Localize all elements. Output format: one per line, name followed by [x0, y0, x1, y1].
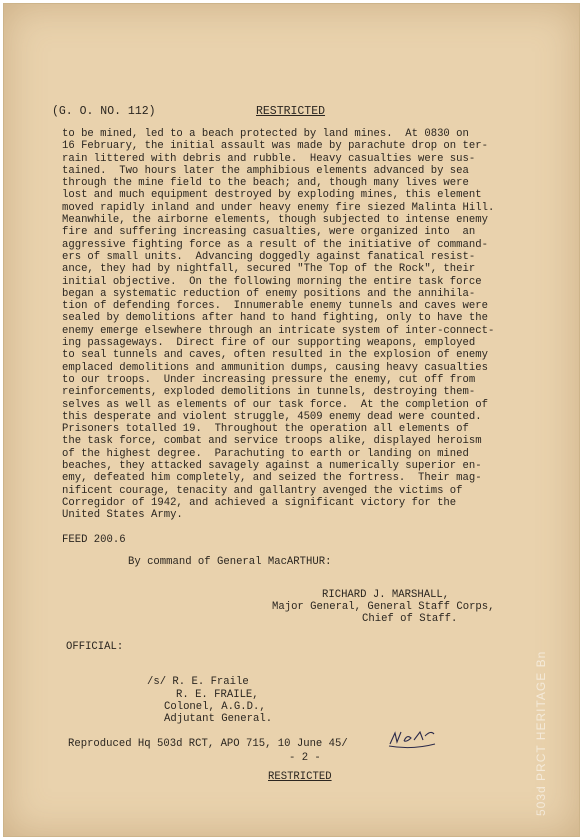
official-name: R. E. FRAILE,	[176, 689, 259, 701]
body-line: sealed by demolitions after hand to hand fighting, only to have the	[62, 312, 488, 325]
body-line: ing passageways. Direct fire of our supporting weapons, employed	[62, 337, 476, 350]
body-line: of the highest degree. Parachuting to earth or landing on mined	[62, 447, 469, 460]
signed-line: /s/ R. E. Fraile	[147, 676, 249, 688]
signatory-name: RICHARD J. MARSHALL,	[322, 589, 450, 601]
body-line: selves as well as elements of our task force. At the completion of	[62, 398, 488, 411]
body-line: moved rapidly inland and under heavy enemy fire siezed Malinta Hill.	[62, 201, 495, 214]
body-line: United States Army.	[62, 509, 183, 522]
body-line: fire and suffering increasing casualties, were organized into an	[62, 226, 476, 239]
document-page	[3, 3, 580, 837]
body-line: through the mine field to the beach; and, though many lives were	[62, 177, 469, 190]
official-rank: Colonel, A.G.D.,	[164, 701, 266, 713]
body-line: Prisoners totalled 19. Throughout the operation all elements of	[62, 423, 469, 436]
order-number: (G. O. NO. 112)	[52, 105, 156, 118]
body-line: Meanwhile, the airborne elements, though subjected to intense enemy	[62, 214, 488, 227]
body-line: aggressive fighting force as a result of the initiative of command-	[62, 238, 488, 251]
body-line: lost and much equipment destroyed by exploding mines, this element	[62, 189, 482, 202]
body-line: rain littered with debris and rubble. Heavy casualties were sus-	[62, 152, 476, 165]
body-line: emy, defeated him completely, and seized the fortress. Their mag-	[62, 472, 482, 485]
handwritten-initials	[387, 728, 437, 750]
body-line: Corregidor of 1942, and achieved a significant victory for the	[62, 496, 457, 509]
body-line: ance, they had by nightfall, secured "The Top of the Rock", their	[62, 263, 476, 276]
body-paragraph	[62, 128, 494, 522]
body-line: tained. Two hours later the amphibious elements advanced by sea	[62, 164, 469, 177]
signatory-rank: Major General, General Staff Corps,	[272, 601, 495, 613]
by-command-line: By command of General MacARTHUR:	[128, 556, 332, 568]
body-line: reinforcements, exploded demolitions in tunnels, destroying them-	[62, 386, 476, 399]
body-line: emplaced demolitions and ammunition dumps, causing heavy casualties	[62, 361, 488, 374]
heritage-watermark: 503d PRCT HERITAGE Bn	[534, 650, 548, 816]
body-line: 16 February, the initial assault was made by parachute drop on ter-	[62, 140, 488, 153]
reproduced-line: Reproduced Hq 503d RCT, APO 715, 10 June 45/	[68, 738, 348, 750]
body-line: the task force, combat and service troops alike, displayed heroism	[62, 435, 482, 448]
classification-footer: RESTRICTED	[268, 771, 332, 783]
body-line: to seal tunnels and caves, often resulted in the explosion of enemy	[62, 349, 488, 362]
official-label: OFFICIAL:	[66, 641, 124, 653]
signatory-title: Chief of Staff.	[362, 613, 458, 625]
file-reference: FEED 200.6	[62, 534, 126, 546]
body-line: tion of defending forces. Innumerable enemy tunnels and caves were	[62, 300, 488, 313]
body-line: this desperate and violent struggle, 4509 enemy dead were counted.	[62, 410, 482, 423]
body-line: nificent courage, tenacity and gallantry avenged the victims of	[62, 484, 463, 497]
body-line: to be mined, led to a beach protected by land mines. At 0830 on	[62, 128, 469, 140]
body-line: beaches, they attacked savagely against a numerically superior en-	[62, 460, 482, 473]
body-line: to our troops. Under increasing pressure the enemy, cut off from	[62, 373, 476, 386]
body-line: began a systematic reduction of enemy positions and the annihila-	[62, 287, 476, 300]
body-line: initial objective. On the following morning the entire task force	[62, 275, 482, 288]
classification-header: RESTRICTED	[256, 105, 326, 118]
official-title: Adjutant General.	[164, 713, 273, 725]
page-number: - 2 -	[289, 752, 321, 764]
body-line: enemy emerge elsewhere through an intricate system of inter-connect-	[62, 324, 495, 337]
body-line: ers of small units. Advancing doggedly against fanatical resist-	[62, 250, 476, 263]
